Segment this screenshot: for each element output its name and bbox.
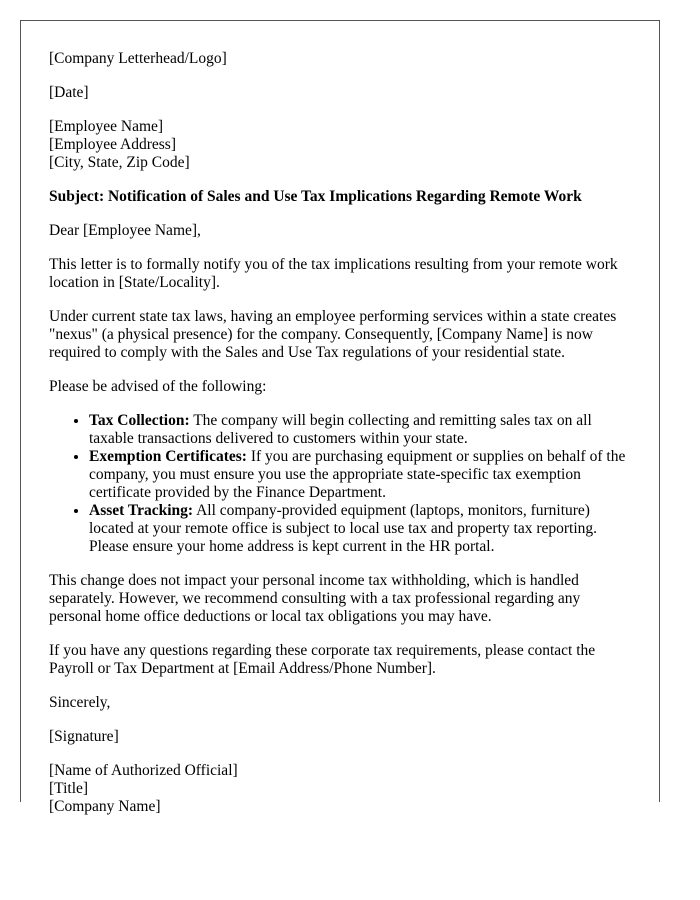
- recipient-city: [City, State, Zip Code]: [49, 154, 190, 171]
- list-item-term: Asset Tracking:: [89, 502, 194, 519]
- subject-line: Subject: Notification of Sales and Use Tax Implications Regarding Remote Work: [49, 188, 582, 205]
- list-item-text: The company will begin collecting and remitting sales tax on all taxable transactions delivered to customers within your state.: [89, 412, 592, 447]
- recipient-address: [Employee Address]: [49, 136, 176, 153]
- recipient-block: [49, 118, 634, 172]
- recipient-name: [Employee Name]: [49, 118, 164, 135]
- list-item: [89, 412, 634, 448]
- list-item: [89, 502, 634, 556]
- advisory-list: [49, 412, 634, 556]
- list-item-text: All company-provided equipment (laptops, monitors, furniture) located at your remote office is subject to local use tax and property tax reporting. Please ensure your home address is kept current in the HR portal.: [89, 502, 598, 555]
- signer-title: [Title]: [49, 780, 89, 797]
- contact-paragraph: If you have any questions regarding these corporate tax requirements, please contact the Payroll or Tax Department at [Email Address/Phone Number].: [49, 642, 596, 677]
- signoff: Sincerely,: [49, 694, 111, 711]
- signature: [Signature]: [49, 728, 119, 745]
- letterhead: [Company Letterhead/Logo]: [49, 50, 227, 67]
- letter-page: [20, 20, 660, 815]
- income-tax-paragraph: This change does not impact your personal income tax withholding, which is handled separately. However, we recommend consulting with a tax professional regarding any personal home office deductions or local tax obligations you may have.: [49, 572, 581, 625]
- signer-company: [Company Name]: [49, 798, 161, 815]
- advisory-lead: Please be advised of the following:: [49, 378, 267, 395]
- list-item-term: Exemption Certificates:: [89, 448, 247, 465]
- nexus-paragraph: Under current state tax laws, having an employee performing services within a state creates "nexus" (a physical presence) for the company. Consequently, [Company Name] is now required to comply with the Sales and Use Tax regulations of your residential state.: [49, 308, 617, 361]
- signer-block: [49, 762, 634, 816]
- list-item-term: Tax Collection:: [89, 412, 190, 429]
- list-item-text: If you are purchasing equipment or supplies on behalf of the company, you must ensure you use the appropriate state-specific tax exemption certificate provided by the Finance Department.: [89, 448, 626, 501]
- signer-name: [Name of Authorized Official]: [49, 762, 238, 779]
- list-item: [89, 448, 634, 502]
- letter-content: [49, 50, 634, 832]
- salutation: Dear [Employee Name],: [49, 222, 201, 239]
- intro-paragraph: This letter is to formally notify you of the tax implications resulting from your remote work location in [State/Locality].: [49, 256, 618, 291]
- letter-date: [Date]: [49, 84, 89, 101]
